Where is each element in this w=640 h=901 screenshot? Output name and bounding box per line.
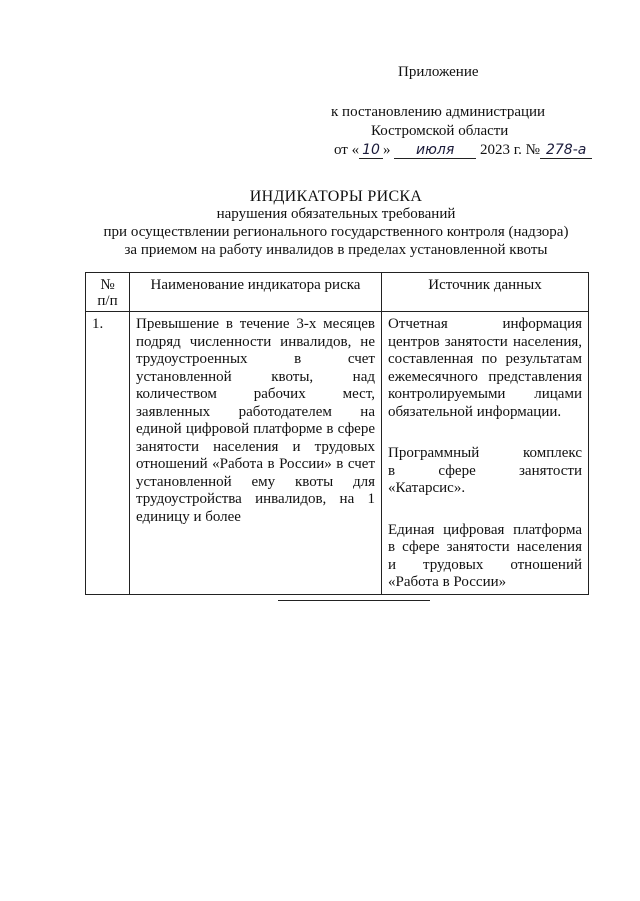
region-label: Костромской области <box>371 123 509 139</box>
header-source-text: Источник данных <box>428 277 542 293</box>
text-line: Программный комплекс <box>388 445 582 461</box>
resolution-label: к постановлению администрации <box>331 104 546 120</box>
text-line: подряд численности инвалидов, не <box>136 333 375 350</box>
date-mid: » <box>382 142 391 158</box>
text-line: Превышение в течение 3-х месяцев <box>136 316 375 332</box>
data-source-cell <box>382 312 589 595</box>
text-line: единицу и более <box>136 508 241 525</box>
text-line: «Работа в России» <box>388 574 507 590</box>
text-line: обязательной информации. <box>388 403 562 420</box>
title-line-3: за приемом на работу инвалидов в пределах установленной квоты <box>124 242 548 258</box>
text-line: установленной квоты, над <box>136 368 375 385</box>
text-line: отношений «Работа в России» в счет <box>136 456 375 472</box>
text-line: количеством рабочих мест, <box>136 386 375 402</box>
column-header-source <box>382 273 589 312</box>
date-day: 10 <box>359 142 383 159</box>
text-line: «Катарсис». <box>388 480 466 496</box>
end-rule <box>278 600 430 601</box>
title-line-2: при осуществлении регионального государственного контроля (надзора) <box>103 224 569 240</box>
table-row <box>86 312 589 595</box>
text-line: установленной ему квоты для <box>136 473 375 490</box>
appendix-label: Приложение <box>398 64 479 80</box>
document-number: 278-а <box>540 142 592 159</box>
text-line: и трудовых отношений <box>388 556 582 573</box>
header-number-l1: № <box>100 277 115 293</box>
document-title: ИНДИКАТОРЫ РИСКА <box>249 188 423 205</box>
header-name-text: Наименование индикатора риска <box>150 277 361 293</box>
table-header-row <box>86 273 589 312</box>
text-line: в сфере занятости населения <box>388 539 582 555</box>
column-header-name <box>130 273 382 312</box>
text-line: Единая цифровая платформа <box>388 521 582 538</box>
date-month: июля <box>394 142 476 159</box>
indicator-name <box>130 312 381 528</box>
date-prefix: от « <box>334 142 360 158</box>
text-line: Отчетная информация <box>388 316 582 332</box>
column-header-number <box>86 273 130 312</box>
text-line: заявленных работодателем на <box>136 403 375 420</box>
source-reports <box>382 312 588 423</box>
header-number-l2: п/п <box>97 293 118 309</box>
text-line: занятости населения и трудовых <box>136 438 375 455</box>
row-number-cell <box>86 312 130 595</box>
text-line: единой цифровой платформе в сфере <box>136 421 375 437</box>
text-line: трудоустройства инвалидов, на 1 <box>136 491 375 507</box>
indicator-name-cell <box>130 312 382 595</box>
text-line: в сфере занятости <box>388 462 582 479</box>
row-number: 1. <box>92 316 104 332</box>
title-line-1: нарушения обязательных требований <box>216 206 456 222</box>
resolution-date-line <box>334 142 592 159</box>
source-katarsis <box>382 441 588 500</box>
risk-indicators-table <box>85 272 589 595</box>
text-line: центров занятости населения, <box>388 333 582 350</box>
text-line: контролируемыми лицами <box>388 386 582 402</box>
text-line: ежемесячного представления <box>388 368 582 385</box>
text-line: трудоустроенных в счет <box>136 351 375 367</box>
text-line: составленная по результатам <box>388 351 582 367</box>
source-platform <box>382 518 588 594</box>
date-year: 2023 г. № <box>479 142 540 158</box>
